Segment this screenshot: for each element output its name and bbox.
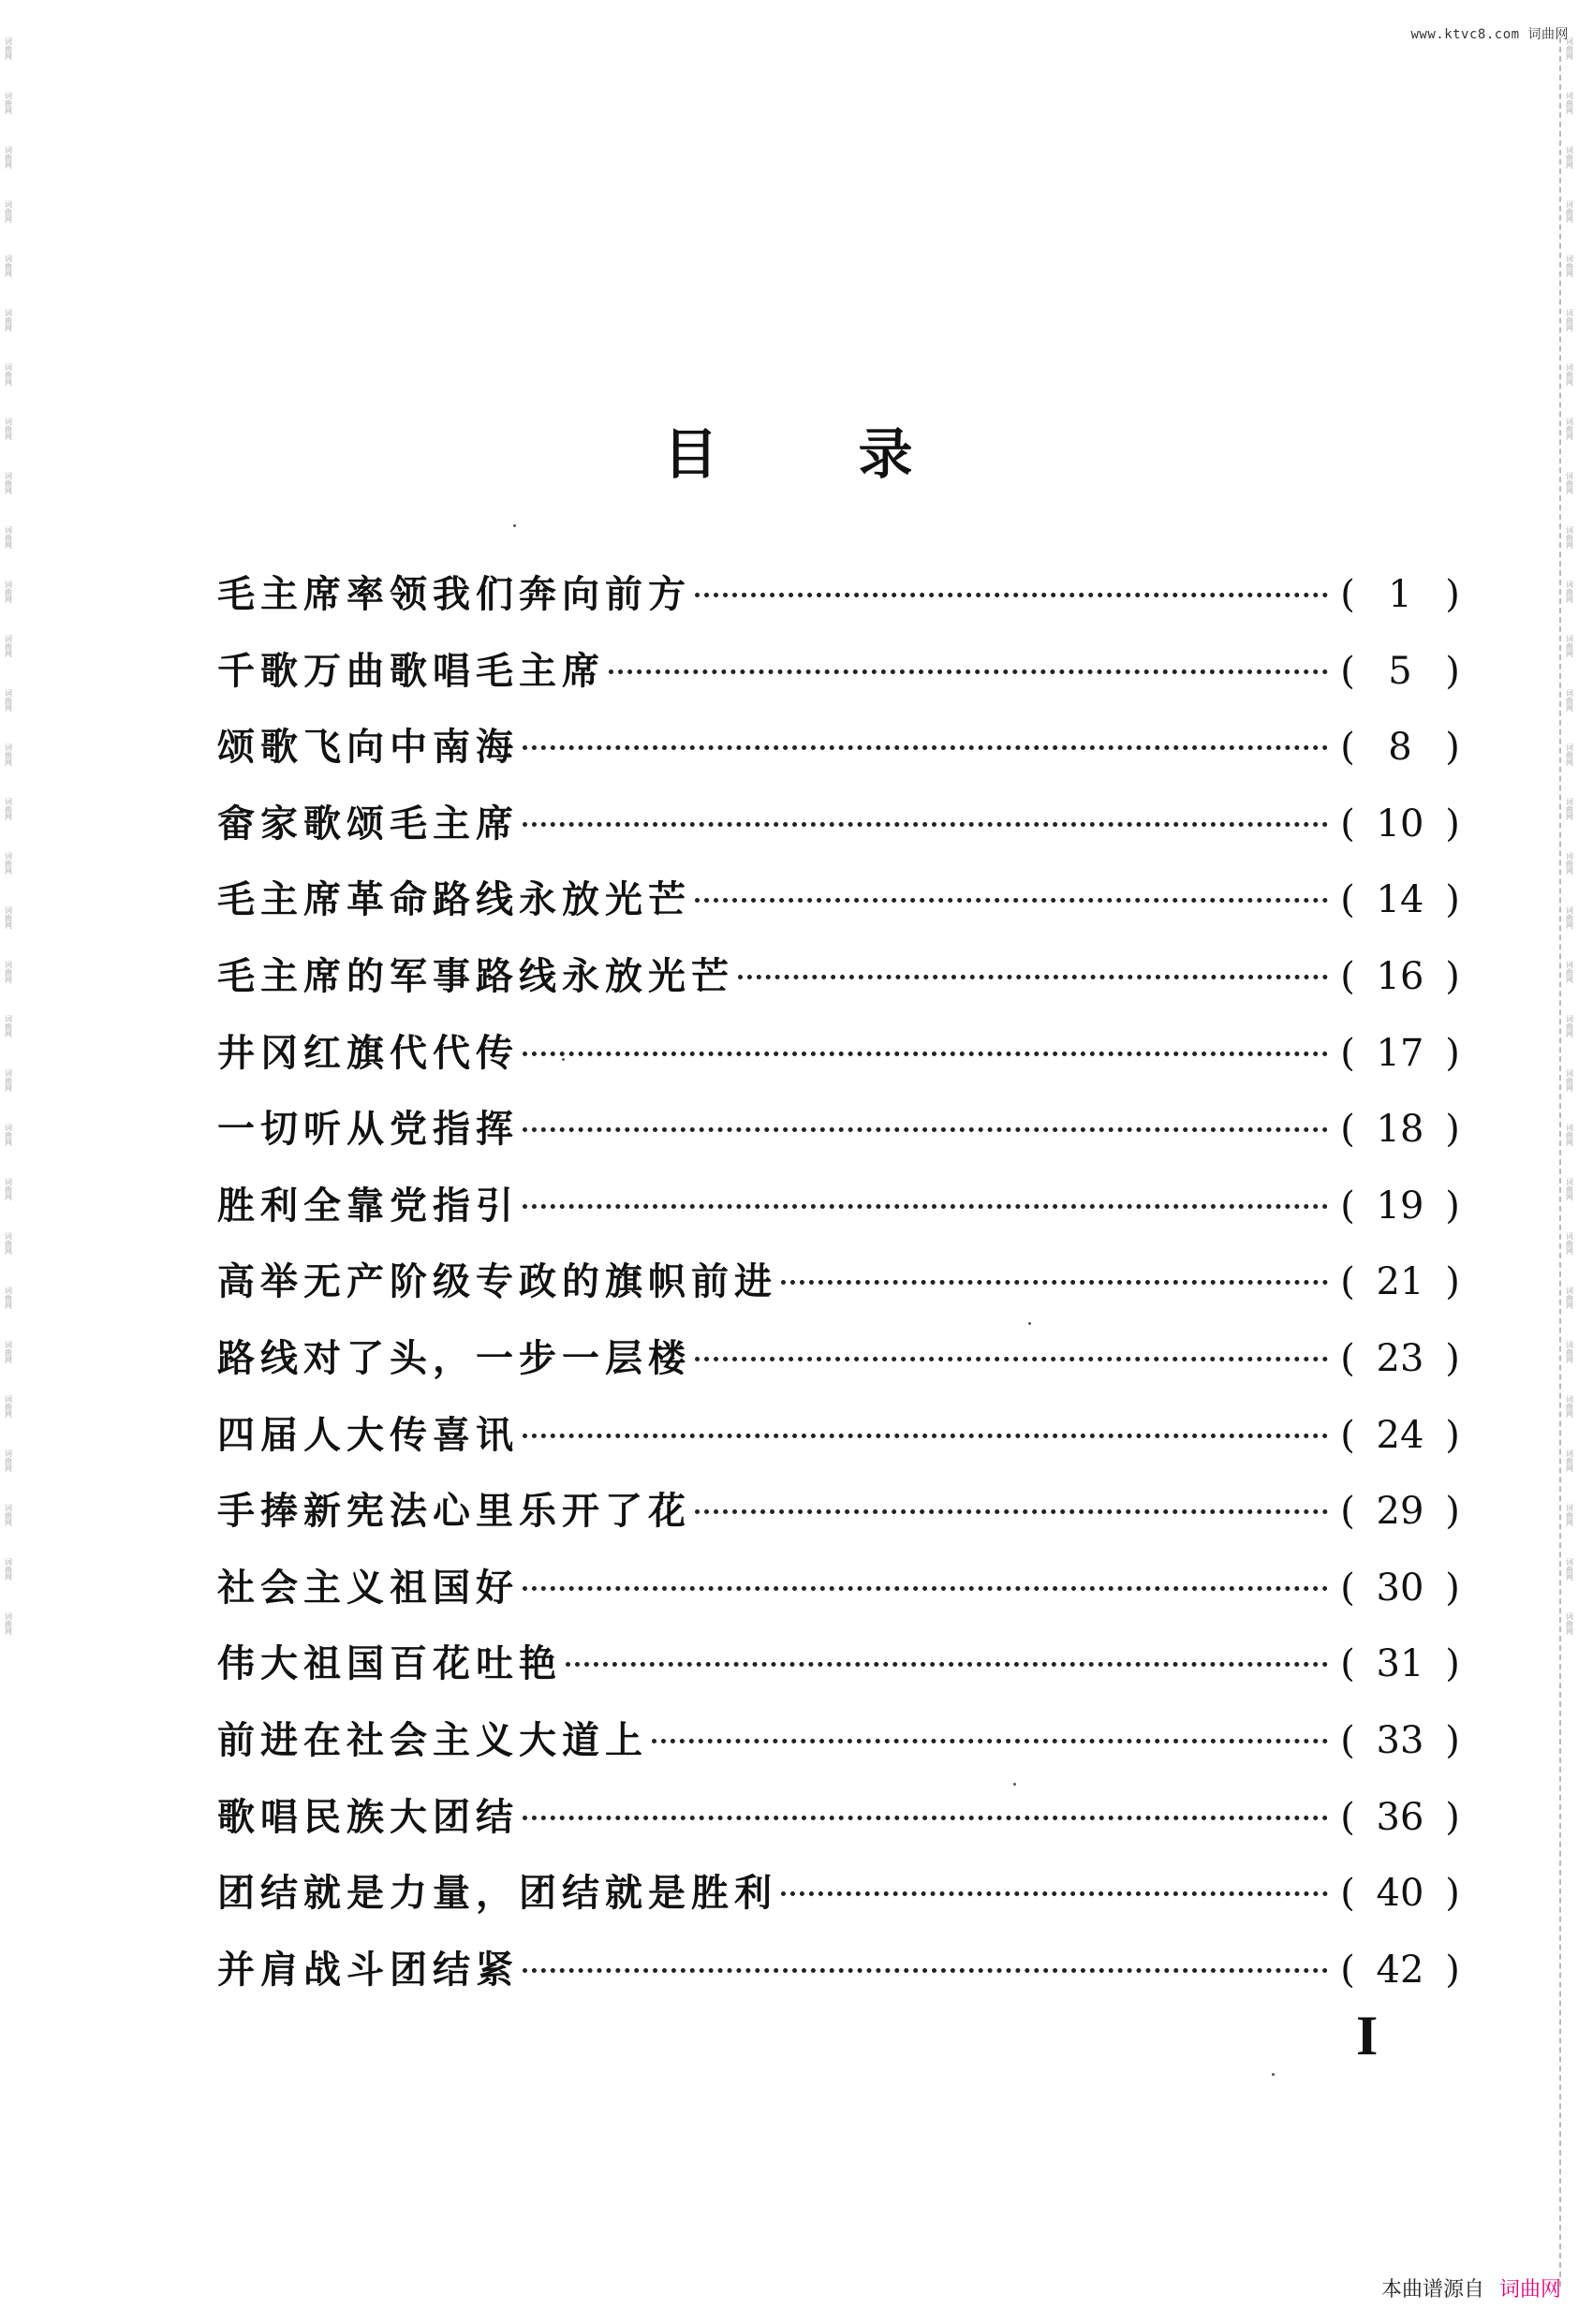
toc-entry-title: 千歌万曲歌唱毛主席 (217, 648, 605, 693)
side-watermark-text: 词曲网 (4, 1287, 13, 1309)
toc-entry-page: 29 (1376, 1490, 1424, 1534)
toc-entry-title: 胜利全靠党指引 (217, 1183, 519, 1228)
side-watermark-text: 词曲网 (1565, 1178, 1574, 1200)
close-paren: ) (1445, 1566, 1460, 1610)
side-watermark-text: 词曲网 (1565, 743, 1574, 766)
toc-entry-title: 毛主席率领我们奔向前方 (217, 572, 691, 616)
dot-leader (781, 1280, 1328, 1285)
side-watermark-text: 词曲网 (4, 1178, 13, 1200)
page-title (0, 410, 1578, 489)
close-paren: ) (1445, 726, 1460, 770)
toc-entry-page: 5 (1388, 649, 1412, 693)
close-paren: ) (1445, 1718, 1460, 1762)
toc-entry-page: 8 (1388, 726, 1412, 770)
side-watermark-text: 词曲网 (4, 743, 13, 766)
dot-leader (652, 1739, 1328, 1743)
side-watermark-text: 词曲网 (4, 526, 13, 549)
toc-entry[interactable] (217, 1405, 1463, 1482)
close-paren: ) (1445, 1260, 1460, 1304)
side-watermark-text: 词曲网 (4, 255, 13, 277)
side-watermark-text: 词曲网 (4, 961, 13, 983)
side-watermark-text: 词曲网 (4, 1612, 13, 1635)
side-watermark-text: 词曲网 (1565, 1124, 1574, 1146)
dot-leader (523, 1586, 1328, 1591)
page-folio: I (1356, 2005, 1379, 2067)
side-watermark-text: 词曲网 (4, 1341, 13, 1363)
side-watermark-text: 词曲网 (4, 363, 13, 386)
toc-entry-page: 40 (1376, 1872, 1424, 1916)
toc-entry[interactable] (217, 794, 1463, 871)
close-paren: ) (1445, 1795, 1460, 1839)
open-paren: ( (1340, 1413, 1355, 1457)
side-watermark-text: 词曲网 (4, 635, 13, 657)
open-paren: ( (1340, 1795, 1355, 1839)
toc-entry-page: 24 (1376, 1413, 1424, 1457)
bottom-watermark (1381, 2273, 1561, 2302)
side-watermark-text: 词曲网 (1565, 1015, 1574, 1037)
close-paren: ) (1445, 1413, 1460, 1457)
side-watermark-text: 词曲网 (1565, 37, 1574, 60)
toc-entry[interactable] (217, 1481, 1463, 1558)
table-of-contents (217, 565, 1463, 2016)
close-paren: ) (1445, 1108, 1460, 1152)
bottom-watermark-brand[interactable]: 词曲网 (1498, 2278, 1561, 2302)
toc-entry[interactable] (217, 1634, 1463, 1711)
dot-leader (523, 1204, 1328, 1209)
toc-entry[interactable] (217, 1787, 1463, 1864)
side-watermark-text: 词曲网 (4, 200, 13, 223)
toc-entry-title: 高举无产阶级专政的旗帜前进 (217, 1259, 777, 1304)
close-paren: ) (1445, 1184, 1460, 1228)
toc-entry-title: 伟大祖国百花吐艳 (217, 1641, 562, 1686)
open-paren: ( (1340, 726, 1355, 770)
toc-entry-page: 10 (1376, 802, 1424, 846)
toc-entry[interactable] (217, 717, 1463, 794)
open-paren: ( (1340, 1490, 1355, 1534)
side-watermark-text: 词曲网 (1565, 689, 1574, 712)
side-watermark-text: 词曲网 (1565, 146, 1574, 169)
open-paren: ( (1340, 573, 1355, 616)
dot-leader (523, 1968, 1328, 1973)
side-watermark-text: 词曲网 (1565, 852, 1574, 875)
page-title-char-1: 目 (663, 422, 720, 486)
side-watermark-text: 词曲网 (1565, 472, 1574, 494)
close-paren: ) (1445, 954, 1460, 998)
toc-entry[interactable] (217, 1711, 1463, 1787)
toc-entry-page: 16 (1376, 954, 1424, 998)
close-paren: ) (1445, 573, 1460, 616)
dot-leader (523, 1127, 1328, 1132)
side-watermark-text: 词曲网 (4, 1232, 13, 1255)
open-paren: ( (1340, 954, 1355, 998)
side-watermark-text: 词曲网 (1565, 92, 1574, 114)
toc-entry-page: 21 (1376, 1260, 1424, 1304)
dot-leader (738, 975, 1328, 979)
side-watermark-text: 词曲网 (4, 146, 13, 169)
side-watermark-text: 词曲网 (4, 1504, 13, 1526)
toc-entry-title: 手捧新宪法心里乐开了花 (217, 1489, 691, 1534)
dot-leader (523, 1816, 1328, 1820)
close-paren: ) (1445, 1336, 1460, 1380)
dot-leader (695, 1357, 1328, 1361)
scan-speck (562, 1058, 565, 1061)
side-watermark-text: 词曲网 (1565, 309, 1574, 331)
toc-entry[interactable] (217, 1252, 1463, 1329)
side-watermark-text: 词曲网 (4, 92, 13, 114)
toc-entry[interactable] (217, 1176, 1463, 1253)
side-watermark-text: 词曲网 (1565, 200, 1574, 223)
dot-leader (695, 593, 1328, 597)
close-paren: ) (1445, 1031, 1460, 1075)
toc-entry-title: 路线对了头，一步一层楼 (217, 1335, 691, 1380)
toc-entry-page: 23 (1376, 1336, 1424, 1380)
top-watermark: www.ktvc8.com 词曲网 (1410, 27, 1569, 42)
side-watermark-text: 词曲网 (4, 689, 13, 712)
side-watermark-text: 词曲网 (1565, 255, 1574, 277)
side-watermark-text: 词曲网 (4, 1124, 13, 1146)
toc-entry-title: 四届人大传喜讯 (217, 1412, 519, 1457)
open-paren: ( (1340, 1718, 1355, 1762)
dot-leader (609, 669, 1328, 674)
left-watermark-strip (0, 37, 17, 2287)
toc-entry-page: 17 (1376, 1031, 1424, 1075)
open-paren: ( (1340, 1108, 1355, 1152)
toc-entry[interactable] (217, 565, 1463, 641)
close-paren: ) (1445, 878, 1460, 922)
scan-speck (1028, 1322, 1031, 1325)
toc-entry-title: 团结就是力量，团结就是胜利 (217, 1871, 777, 1916)
open-paren: ( (1340, 1184, 1355, 1228)
open-paren: ( (1340, 1260, 1355, 1304)
dot-leader (523, 1052, 1328, 1056)
toc-entry[interactable] (217, 870, 1463, 947)
open-paren: ( (1340, 649, 1355, 693)
side-watermark-text: 词曲网 (4, 852, 13, 875)
side-watermark-text: 词曲网 (4, 1069, 13, 1092)
toc-entry-title: 井冈红旗代代传 (217, 1030, 519, 1075)
dot-leader (695, 898, 1328, 903)
side-watermark-text: 词曲网 (1565, 1449, 1574, 1472)
toc-entry-title: 一切听从党指挥 (217, 1107, 519, 1152)
side-watermark-text: 词曲网 (1565, 418, 1574, 440)
open-paren: ( (1340, 1031, 1355, 1075)
toc-entry-page: 33 (1376, 1718, 1424, 1762)
side-watermark-text: 词曲网 (1565, 1395, 1574, 1418)
side-watermark-text: 词曲网 (1565, 526, 1574, 549)
side-watermark-text: 词曲网 (4, 309, 13, 331)
toc-entry-page: 31 (1376, 1642, 1424, 1686)
toc-entry-title: 前进在社会主义大道上 (217, 1717, 648, 1762)
dot-leader (523, 1434, 1328, 1438)
toc-entry-page: 42 (1376, 1948, 1424, 1992)
toc-entry[interactable] (217, 1940, 1463, 2017)
open-paren: ( (1340, 802, 1355, 846)
toc-entry-title: 毛主席革命路线永放光芒 (217, 877, 691, 922)
side-watermark-text: 词曲网 (1565, 363, 1574, 386)
scan-speck (513, 524, 516, 527)
dot-leader (781, 1891, 1328, 1896)
bottom-watermark-prefix: 本曲谱源自 (1380, 2278, 1484, 2302)
toc-entry-page: 1 (1388, 573, 1412, 616)
toc-entry-page: 19 (1376, 1184, 1424, 1228)
side-watermark-text: 词曲网 (1565, 1287, 1574, 1309)
page-title-char-2: 录 (858, 422, 915, 486)
side-watermark-text: 词曲网 (1565, 581, 1574, 603)
side-watermark-text: 词曲网 (1565, 1341, 1574, 1363)
toc-entry[interactable] (217, 1329, 1463, 1405)
side-watermark-text: 词曲网 (4, 1558, 13, 1581)
close-paren: ) (1445, 802, 1460, 846)
dot-leader (523, 822, 1328, 827)
dot-leader (566, 1662, 1328, 1667)
side-watermark-text: 词曲网 (1565, 798, 1574, 820)
side-watermark-text: 词曲网 (1565, 906, 1574, 929)
open-paren: ( (1340, 1872, 1355, 1916)
side-watermark-text: 词曲网 (1565, 635, 1574, 657)
toc-entry[interactable] (217, 1558, 1463, 1635)
side-watermark-text: 词曲网 (4, 1449, 13, 1472)
open-paren: ( (1340, 1948, 1355, 1992)
dot-leader (695, 1509, 1328, 1514)
toc-entry[interactable] (217, 1023, 1463, 1100)
side-watermark-text: 词曲网 (1565, 1069, 1574, 1092)
toc-entry[interactable] (217, 947, 1463, 1023)
side-watermark-text: 词曲网 (1565, 1232, 1574, 1255)
side-watermark-text: 词曲网 (4, 418, 13, 440)
toc-entry-title: 毛主席的军事路线永放光芒 (217, 953, 734, 998)
open-paren: ( (1340, 878, 1355, 922)
toc-entry-title: 颂歌飞向中南海 (217, 725, 519, 770)
side-watermark-text: 词曲网 (1565, 961, 1574, 983)
side-watermark-text: 词曲网 (4, 472, 13, 494)
dot-leader (523, 745, 1328, 750)
open-paren: ( (1340, 1566, 1355, 1610)
side-watermark-text: 词曲网 (1565, 1504, 1574, 1526)
toc-entry-title: 并肩战斗团结紧 (217, 1947, 519, 1992)
close-paren: ) (1445, 1642, 1460, 1686)
toc-entry-page: 36 (1376, 1795, 1424, 1839)
side-watermark-text: 词曲网 (4, 1395, 13, 1418)
side-watermark-text: 词曲网 (4, 1015, 13, 1037)
right-watermark-strip (1559, 37, 1578, 2287)
side-watermark-text: 词曲网 (1565, 1612, 1574, 1635)
scan-speck (1272, 2073, 1275, 2076)
close-paren: ) (1445, 1872, 1460, 1916)
toc-entry-title: 畲家歌颂毛主席 (217, 801, 519, 846)
toc-entry[interactable] (217, 641, 1463, 718)
open-paren: ( (1340, 1336, 1355, 1380)
side-watermark-text: 词曲网 (4, 581, 13, 603)
close-paren: ) (1445, 1948, 1460, 1992)
close-paren: ) (1445, 649, 1460, 693)
side-watermark-text: 词曲网 (1565, 1558, 1574, 1581)
toc-entry-page: 18 (1376, 1108, 1424, 1152)
toc-entry-title: 歌唱民族大团结 (217, 1794, 519, 1839)
toc-entry-title: 社会主义祖国好 (217, 1565, 519, 1610)
side-watermark-text: 词曲网 (4, 906, 13, 929)
close-paren: ) (1445, 1490, 1460, 1534)
open-paren: ( (1340, 1642, 1355, 1686)
toc-entry[interactable] (217, 1099, 1463, 1176)
side-watermark-text: 词曲网 (4, 37, 13, 60)
toc-entry-page: 30 (1376, 1566, 1424, 1610)
scan-speck (1013, 1783, 1016, 1786)
toc-entry[interactable] (217, 1863, 1463, 1940)
toc-entry-page: 14 (1376, 878, 1424, 922)
side-watermark-text: 词曲网 (4, 798, 13, 820)
